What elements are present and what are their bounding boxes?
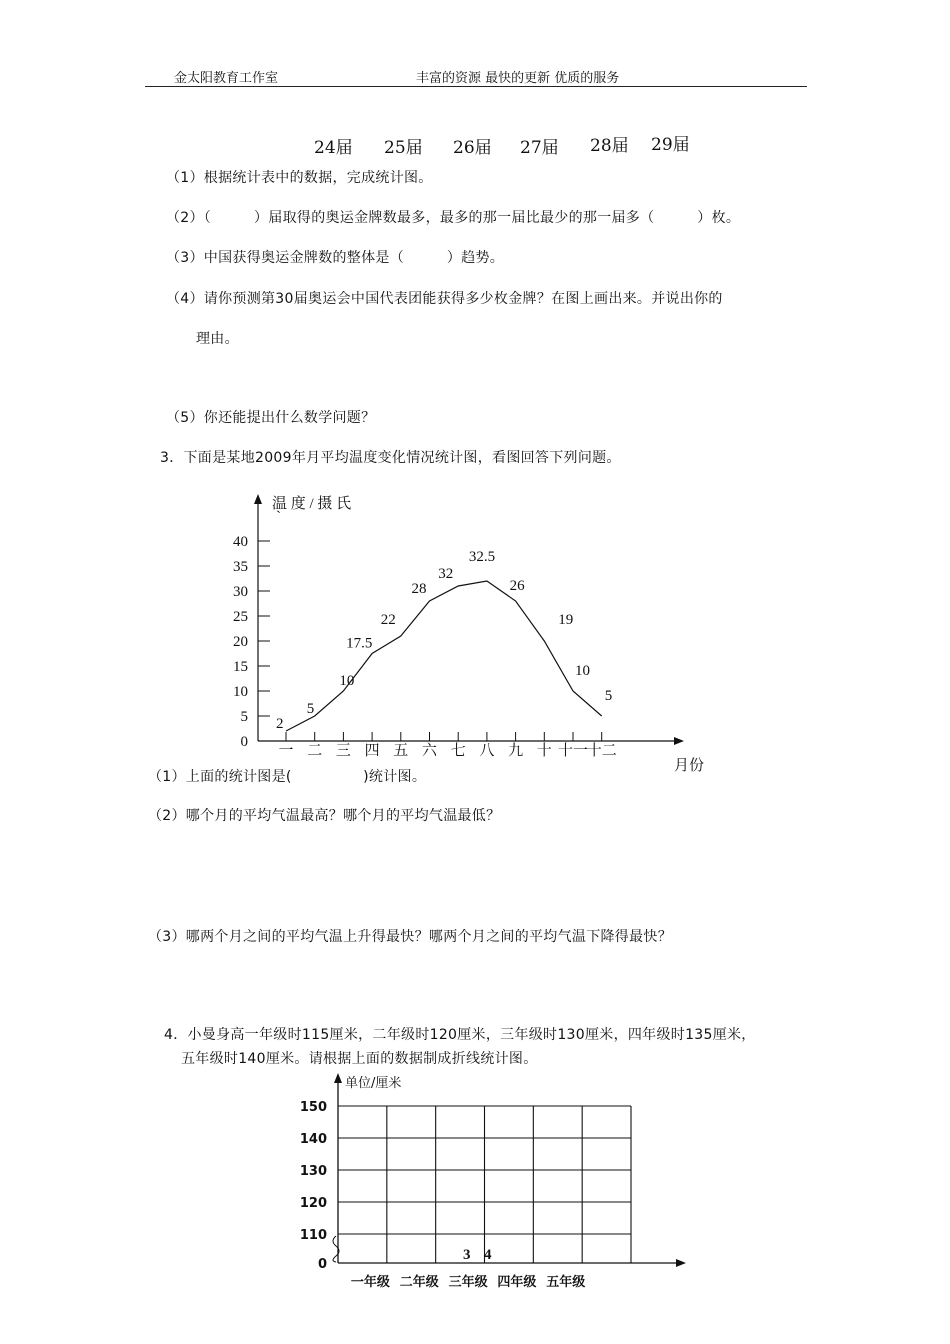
data-label: 10 xyxy=(575,663,590,679)
x-tick-label: 五 xyxy=(393,743,409,759)
q2-part3: （3）中国获得奥运金牌数的整体是（ ）趋势。 xyxy=(166,250,505,266)
x-tick-label: 十 xyxy=(536,743,552,759)
y-tick-label: 35 xyxy=(233,559,248,575)
q2-part1: （1）根据统计表中的数据，完成统计图。 xyxy=(166,170,433,186)
y-axis-title: 温 度 / 摄 氏 xyxy=(272,496,352,512)
y-tick-label: 15 xyxy=(233,659,248,675)
x-tick-label: 八 xyxy=(479,743,495,759)
session-label: 25届 xyxy=(384,138,423,158)
data-label: 26 xyxy=(509,578,525,594)
x-tick-label: 二 xyxy=(307,743,323,759)
q3-part3: （3）哪两个月之间的平均气温上升得最快？哪两个月之间的平均气温下降得最快？ xyxy=(148,929,673,945)
session-label: 28届 xyxy=(590,136,629,156)
data-label: 22 xyxy=(380,612,396,628)
grid-x-tick-label: 五年级 xyxy=(546,1275,586,1290)
grid-y-axis-title: 单位/厘米 xyxy=(345,1076,402,1091)
y-axis-title-mark: ` xyxy=(276,509,281,525)
y-tick-label: 10 xyxy=(233,684,248,700)
data-label: 2 xyxy=(276,716,284,732)
y-tick-label: 30 xyxy=(233,584,248,600)
data-label: 5 xyxy=(306,701,315,717)
grid-y-tick-label: 150 xyxy=(299,1100,327,1115)
session-label: 26届 xyxy=(453,138,492,158)
x-tick-label: 四 xyxy=(364,743,380,759)
data-label: 32 xyxy=(438,566,454,582)
x-tick-label: 一 xyxy=(278,743,294,759)
grid-x-tick-label: 三年级 xyxy=(448,1275,488,1290)
q3-part2: （2）哪个月的平均气温最高？哪个月的平均气温最低？ xyxy=(148,808,501,824)
grid-y-tick-label: 0 xyxy=(317,1257,327,1272)
y-tick-label: 5 xyxy=(240,709,248,725)
x-tick-label: 十一 xyxy=(557,743,589,759)
q2-part4: （4）请你预测第30届奥运会中国代表团能获得多少枚金牌？在图上画出来。并说出你的 xyxy=(166,291,723,307)
grid-x-axis-arrow xyxy=(676,1259,686,1267)
header-right: 丰富的资源 最快的更新 优质的服务 xyxy=(416,71,620,86)
data-label: 5 xyxy=(604,688,613,704)
q4-line2: 五年级时140厘米。请根据上面的数据制成折线统计图。 xyxy=(181,1051,538,1067)
handwritten-mark: 3 xyxy=(463,1247,471,1263)
grid-x-tick-label: 四年级 xyxy=(497,1275,537,1290)
data-label: 10 xyxy=(339,673,355,689)
y-tick-label: 40 xyxy=(233,534,248,550)
data-label: 32.5 xyxy=(468,549,496,565)
q2-part4-cont: 理由。 xyxy=(196,331,239,347)
data-label: 28 xyxy=(411,581,427,597)
data-label: 19 xyxy=(558,612,574,628)
session-label: 29届 xyxy=(651,135,690,155)
height-grid-chart-body xyxy=(300,1073,686,1290)
grid-y-tick-label: 130 xyxy=(299,1164,327,1179)
x-tick-label: 六 xyxy=(421,743,438,759)
session-label: 27届 xyxy=(520,138,559,158)
grid-x-tick-label: 一年级 xyxy=(350,1275,390,1290)
y-tick-label: 20 xyxy=(233,634,248,650)
grid-x-tick-label: 二年级 xyxy=(399,1275,439,1290)
q2-part5: （5）你还能提出什么数学问题？ xyxy=(166,410,376,426)
x-tick-label: 十二 xyxy=(586,743,617,759)
q4-line1: 4．小曼身高一年级时115厘米，二年级时120厘米，三年级时130厘米，四年级时135厘米， xyxy=(164,1027,756,1043)
y-tick-label: 0 xyxy=(240,734,248,750)
grid-y-tick-label: 110 xyxy=(299,1228,327,1243)
session-label: 24届 xyxy=(314,138,353,158)
x-axis-title: 月份 xyxy=(674,758,705,774)
handwritten-mark: 4 xyxy=(484,1247,492,1263)
data-label: 17.5 xyxy=(346,635,373,652)
grid-y-axis-arrow xyxy=(334,1073,342,1083)
x-tick-label: 九 xyxy=(508,743,524,759)
x-tick-label: 七 xyxy=(450,743,466,759)
q3-part1: （1）上面的统计图是( )统计图。 xyxy=(148,769,427,785)
q2-part2: （2）（ ）届取得的奥运金牌数最多，最多的那一届比最少的那一届多（ ）枚。 xyxy=(166,210,741,226)
q3-title: 3．下面是某地2009年月平均温度变化情况统计图，看图回答下列问题。 xyxy=(160,450,621,466)
x-tick-label: 三 xyxy=(335,743,351,759)
y-tick-label: 25 xyxy=(233,609,248,625)
header-left: 金太阳教育工作室 xyxy=(174,71,279,86)
grid-y-tick-label: 120 xyxy=(299,1196,327,1211)
grid-y-tick-label: 140 xyxy=(299,1132,327,1147)
